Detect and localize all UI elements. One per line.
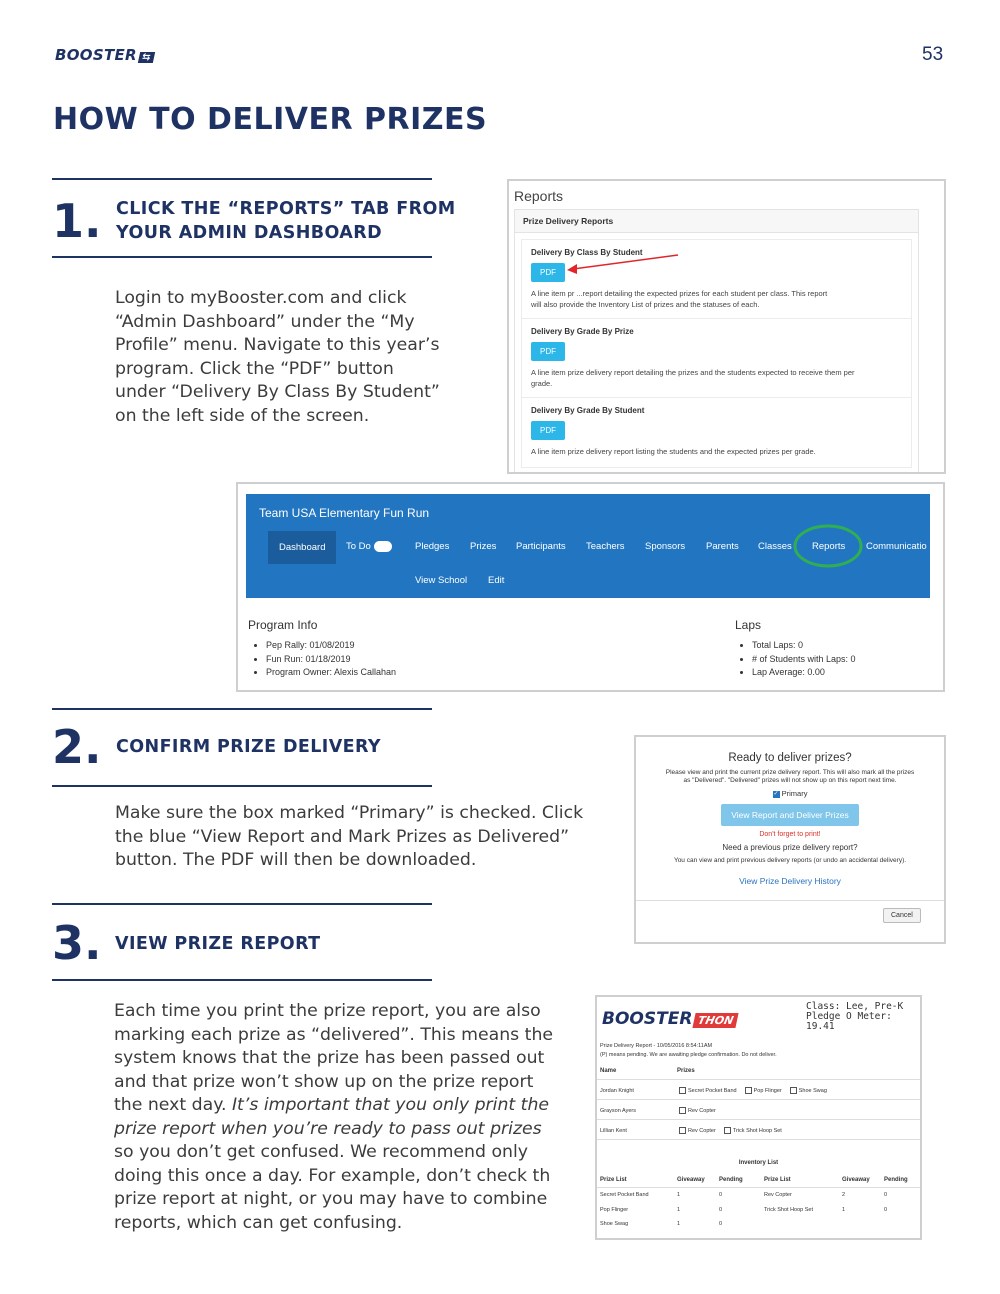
nav-pledges[interactable]: Pledges: [415, 541, 450, 552]
step-title: VIEW PRIZE REPORT: [115, 934, 321, 954]
col-prizes: Prizes: [677, 1068, 695, 1074]
pdf-button[interactable]: PDF: [531, 263, 565, 282]
nav-teachers[interactable]: Teachers: [586, 541, 625, 552]
subnav-view-school[interactable]: View School: [415, 575, 468, 586]
step-title: CLICK THE “REPORTS” TAB FROM YOUR ADMIN DASHBOARD: [116, 199, 456, 243]
divider: [597, 1079, 920, 1080]
subnav-edit[interactable]: Edit: [488, 575, 505, 586]
class-info: Class: Lee, Pre-K Pledge O Meter: 19.41: [806, 1001, 904, 1032]
report-meta: Prize Delivery Report - 10/05/2016 8:54:11AM (P) means pending. We are awaiting pledge confirmation. Do not deliver.: [600, 1043, 777, 1058]
col-name: Name: [600, 1068, 617, 1074]
page-number: 53: [922, 44, 944, 65]
inv-header: Pending: [719, 1177, 743, 1183]
inv-header: Giveaway: [677, 1177, 705, 1183]
inv-header: Prize List: [600, 1177, 627, 1183]
prize-report-screenshot: [595, 995, 922, 1240]
student-prizes: Secret Pocket Band Pop Flinger Shoe Swag: [671, 1087, 827, 1094]
inv-prize: Rev Copter: [764, 1192, 792, 1198]
nav-todo[interactable]: To Do 11: [346, 541, 392, 552]
divider: [52, 256, 432, 258]
step-body: Make sure the box marked “Primary” is checked. Click the blue “View Report and Mark Prizes as Delivered” button. The PDF will then be downloaded.: [115, 803, 584, 870]
program-info-list: • Pep Rally: 01/08/2019 • Fun Run: 01/18/2019 • Program Owner: Alexis Callahan: [252, 639, 396, 680]
step-body: Login to myBooster.com and click “Admin Dashboard” under the “My Profile” menu. Navigate to this year’s program. Click the “PDF” button under “Delivery By Class By Student” on the left side of the screen.: [115, 288, 440, 426]
step-number: 3.: [52, 916, 102, 970]
deliver-prizes-dialog-screenshot: [634, 735, 946, 944]
nav-participants[interactable]: Participants: [516, 541, 566, 552]
logo-mark-icon: ⇆: [138, 52, 155, 63]
divider: [597, 1099, 920, 1100]
step-body: Each time you print the prize report, you are also marking each prize as “delivered”. This means the system knows that the prize has been passed out and that prize won’t show up on the prize report the next day. It’s important that you only print the prize report when you’re ready to pass out prizes so you don’t get confused. We recommend only doing this once a day. For example, don’t check th prize report at night, or you may have to combine reports, which can get confusing.: [114, 1001, 554, 1233]
pdf-button[interactable]: PDF: [531, 421, 565, 440]
divider: [52, 903, 432, 905]
step-number: 1.: [52, 194, 102, 248]
dialog-title: Ready to deliver prizes?: [728, 752, 852, 764]
page-title: HOW TO DELIVER PRIZES: [53, 102, 488, 137]
laps-list: • Total Laps: 0 • # of Students with Laps: 0 • Lap Average: 0.00: [738, 639, 856, 680]
nav-prizes[interactable]: Prizes: [470, 541, 497, 552]
reports-title: Reports: [514, 188, 564, 204]
nav-classes[interactable]: Classes: [758, 541, 792, 552]
inv-prize: Secret Pocket Band: [600, 1192, 649, 1198]
previous-report-note: You can view and print previous delivery reports (or undo an accidental delivery).: [673, 857, 907, 864]
report-item: Delivery By Grade By Student PDF A line item prize delivery report listing the students and the expected prizes per grade.: [521, 398, 912, 468]
divider: [597, 1139, 920, 1140]
green-highlight-circle-icon: [792, 523, 864, 569]
divider: [52, 785, 432, 787]
divider: [52, 178, 432, 180]
nav-communications[interactable]: Communicatio: [866, 541, 927, 552]
booster-logo: BOOSTER ⇆: [55, 46, 154, 64]
red-arrow-icon: [563, 251, 683, 277]
inv-giveaway: 1: [842, 1207, 846, 1213]
dashboard-screenshot: [236, 482, 945, 692]
previous-report-heading: Need a previous prize delivery report?: [722, 843, 858, 852]
delivery-history-link[interactable]: View Prize Delivery History: [739, 876, 841, 886]
nav-dashboard[interactable]: Dashboard: [268, 531, 336, 564]
primary-checkbox-row[interactable]: ✓ Primary: [773, 789, 808, 798]
pdf-button[interactable]: PDF: [531, 342, 565, 361]
report-item: Delivery By Grade By Prize PDF A line item prize delivery report detailing the prizes and the students expected to receive them per grade.: [521, 319, 912, 398]
program-info-heading: Program Info: [248, 618, 318, 632]
laps-heading: Laps: [735, 618, 762, 632]
divider: [52, 708, 432, 710]
step-number: 2.: [52, 720, 102, 774]
todo-badge: 11: [374, 541, 392, 552]
divider: [636, 900, 944, 901]
divider: [597, 1187, 920, 1188]
student-name: Lillian Kent: [600, 1128, 627, 1134]
divider: [597, 1119, 920, 1120]
inv-pending: 0: [719, 1192, 723, 1198]
inv-header: Giveaway: [842, 1177, 870, 1183]
inv-giveaway: 1: [677, 1221, 681, 1227]
student-name: Jordan Knight: [600, 1088, 634, 1094]
student-prizes: Rev Copter Trick Shot Hoop Set: [671, 1127, 782, 1134]
inv-pending: 0: [884, 1207, 888, 1213]
nav-reports[interactable]: Reports: [812, 541, 846, 552]
dashboard-nav-bar: [246, 494, 930, 598]
reports-panel-screenshot: [507, 179, 946, 474]
program-title: Team USA Elementary Fun Run: [259, 506, 430, 520]
nav-parents[interactable]: Parents: [706, 541, 739, 552]
inv-header: Prize List: [764, 1177, 791, 1183]
prize-delivery-reports-header: Prize Delivery Reports: [514, 209, 919, 233]
student-name: Grayson Ayers: [600, 1108, 636, 1114]
inventory-title: Inventory List: [738, 1160, 779, 1166]
inv-pending: 0: [719, 1207, 723, 1213]
cancel-button[interactable]: Cancel: [883, 908, 921, 923]
inv-giveaway: 1: [677, 1192, 681, 1198]
inv-prize: Pop Flinger: [600, 1207, 629, 1213]
inv-pending: 0: [719, 1221, 723, 1227]
print-warning: Don't forget to print!: [759, 831, 821, 838]
report-item: Delivery By Class By Student PDF A line item pr ...report detailing the expected prizes for each student per class. This report will also provide the Inventory List of prizes and the statuses of each.: [521, 239, 912, 319]
checkbox-checked-icon[interactable]: ✓: [773, 790, 779, 797]
inv-header: Pending: [884, 1177, 908, 1183]
dialog-note: Please view and print the current prize delivery report. This will also mark all the prizes as "Delivered". "Delivered" prizes will not show up on this report next time.: [665, 769, 915, 784]
step-title: CONFIRM PRIZE DELIVERY: [116, 737, 381, 757]
inv-prize: Shoe Swag: [600, 1221, 629, 1227]
student-prizes: Rev Copter: [671, 1107, 716, 1114]
inv-pending: 0: [884, 1192, 888, 1198]
view-report-deliver-button[interactable]: View Report and Deliver Prizes: [721, 804, 858, 826]
nav-sponsors[interactable]: Sponsors: [645, 541, 686, 552]
divider: [52, 979, 432, 981]
inv-giveaway: 2: [842, 1192, 846, 1198]
boosterthon-logo: BOOSTER THON: [602, 1009, 738, 1029]
inv-giveaway: 1: [677, 1207, 681, 1213]
inv-prize: Trick Shot Hoop Set: [764, 1207, 814, 1213]
